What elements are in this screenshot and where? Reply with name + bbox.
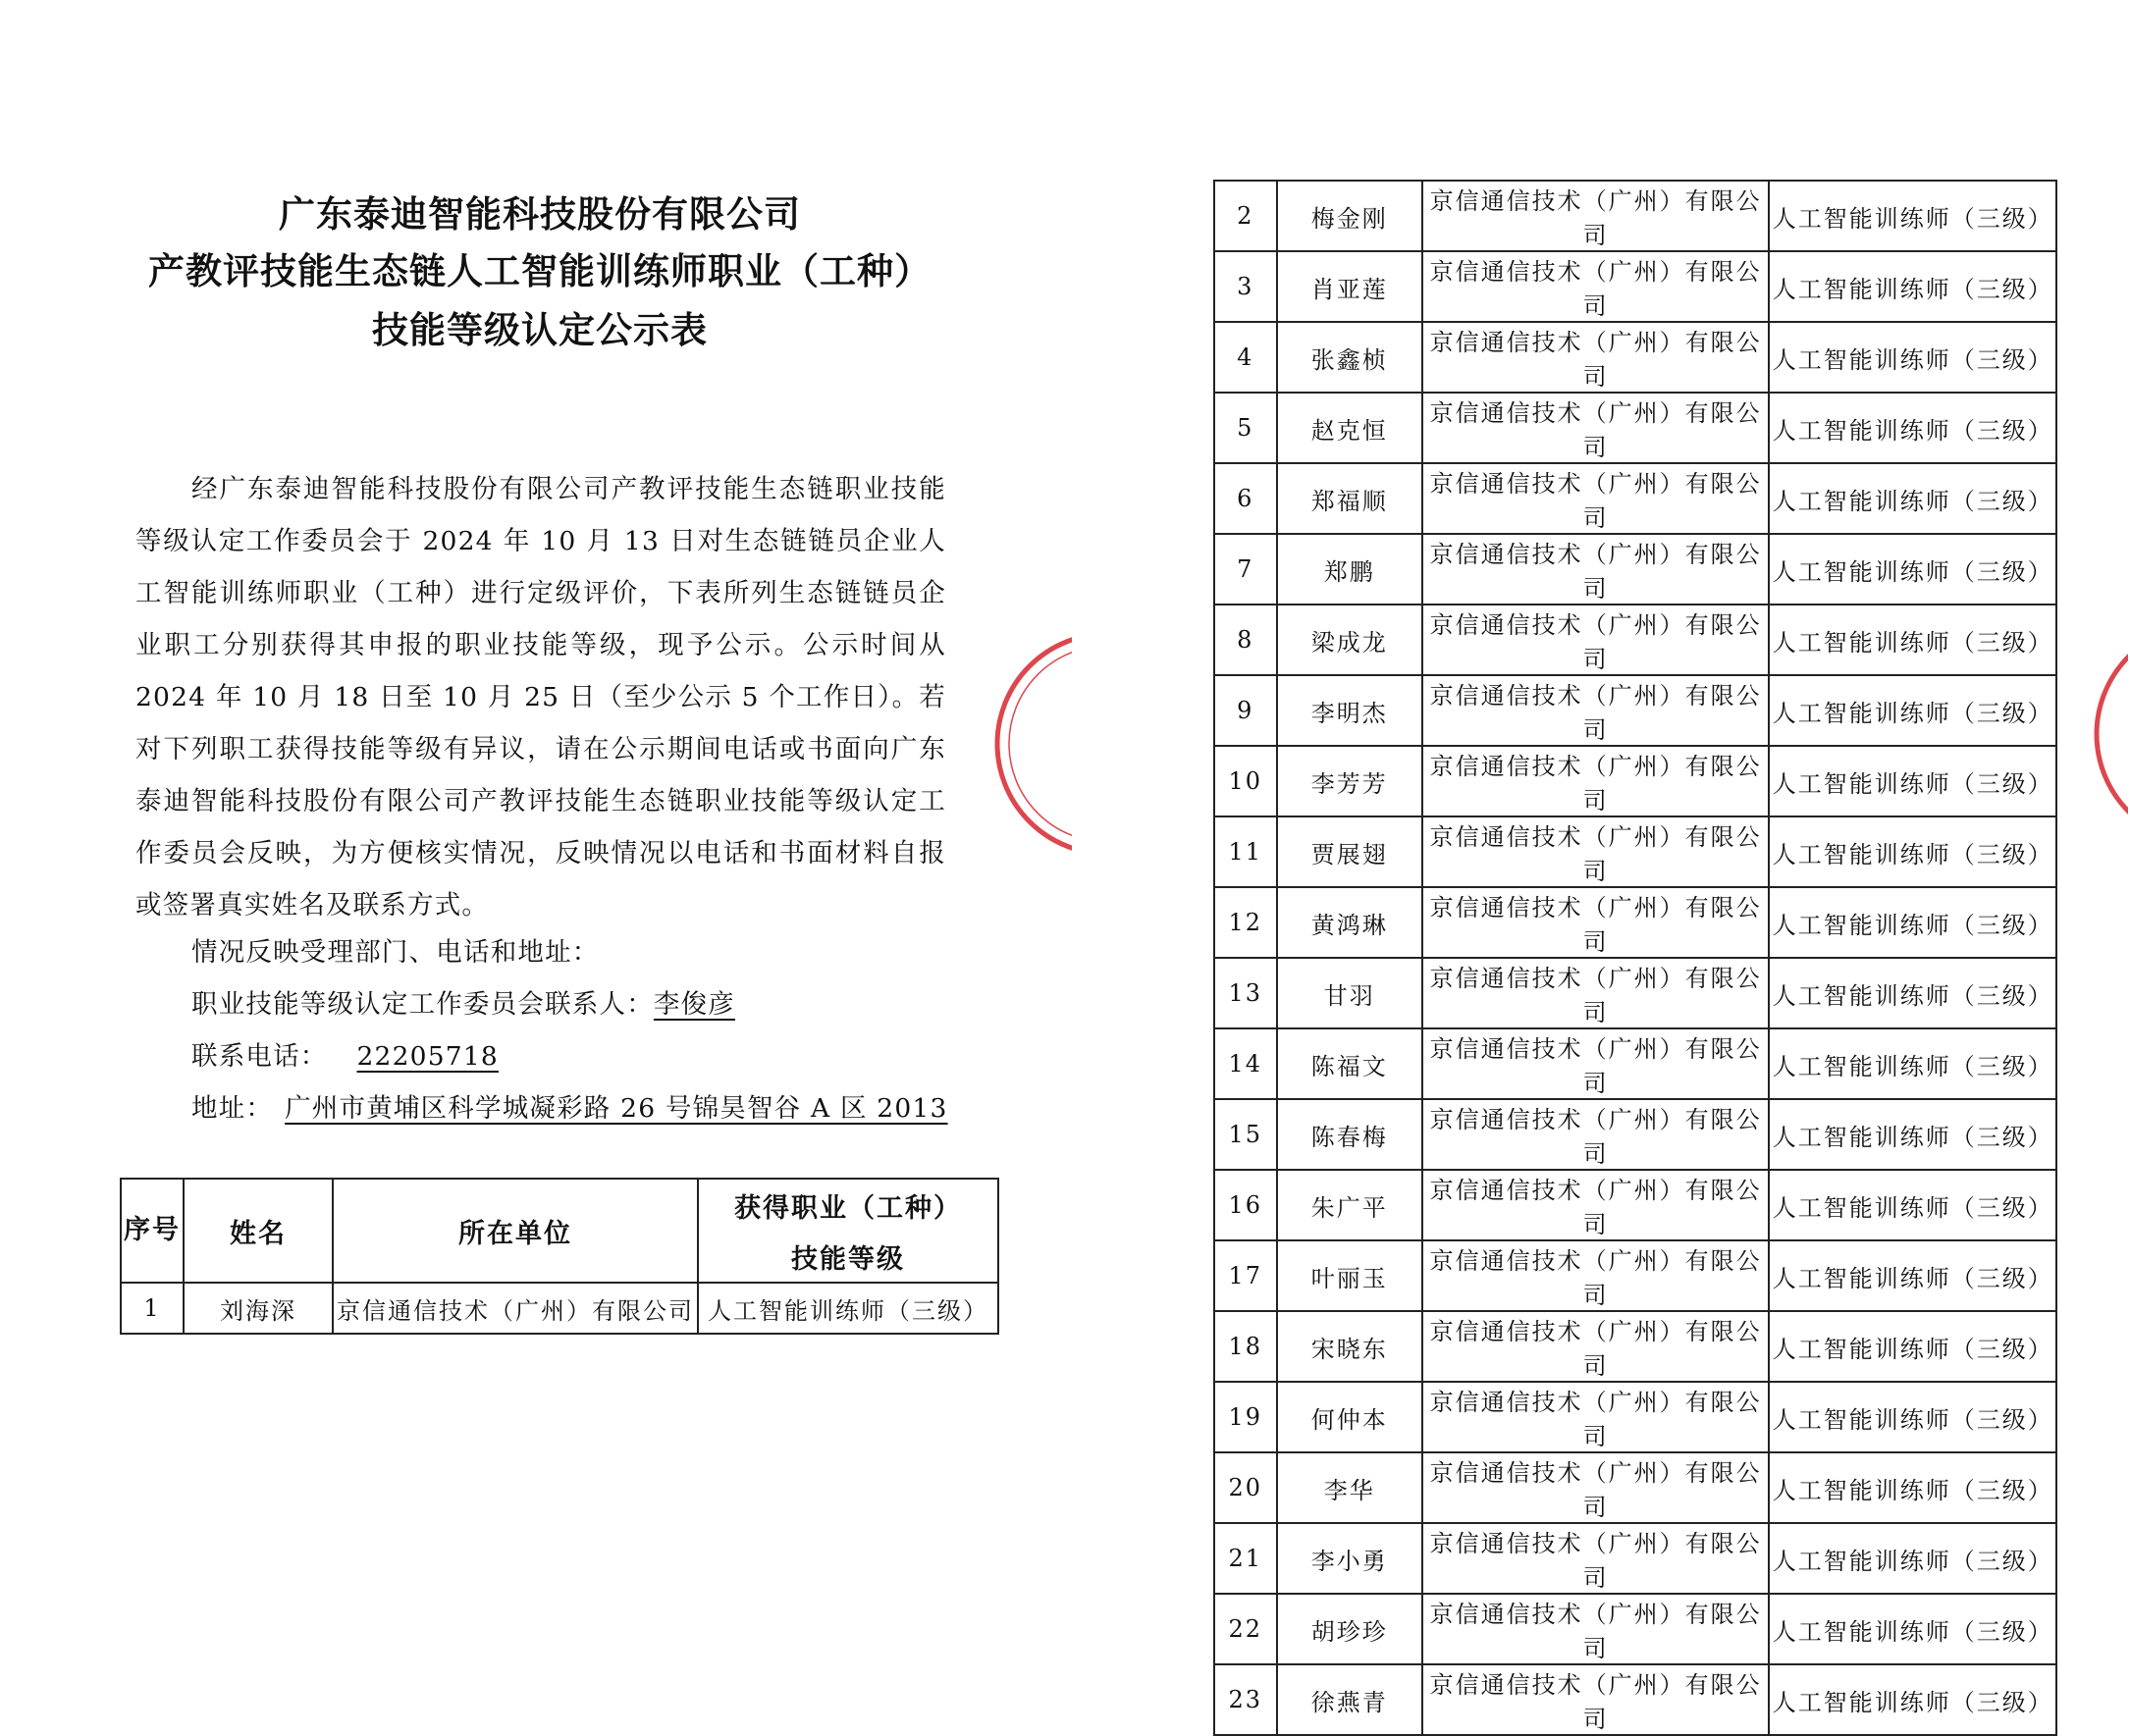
row-no: 5 — [1214, 393, 1277, 463]
row-no: 18 — [1214, 1311, 1277, 1382]
row-name: 黄鸿琳 — [1277, 887, 1422, 958]
row-no: 3 — [1214, 251, 1277, 322]
row-level: 人工智能训练师（三级） — [1769, 251, 2056, 322]
table-row — [1214, 605, 2056, 675]
table-row — [1214, 463, 2056, 534]
table-row — [1214, 181, 2056, 251]
row-no: 8 — [1214, 605, 1277, 675]
title-company: 广东泰迪智能科技股份有限公司 — [279, 193, 801, 236]
row-level: 人工智能训练师（三级） — [1769, 181, 2056, 251]
header-level-2: 技能等级 — [698, 1231, 998, 1283]
table-row — [1214, 534, 2056, 605]
phone-number: 22205718 — [356, 1041, 499, 1072]
table-row — [1214, 1664, 2056, 1735]
row-no: 21 — [1214, 1523, 1277, 1594]
row-unit: 京信通信技术（广州）有限公司 — [1422, 1170, 1770, 1240]
row-level: 人工智能训练师（三级） — [698, 1283, 998, 1334]
row-name: 贾展翅 — [1277, 816, 1422, 887]
row-level: 人工智能训练师（三级） — [1769, 1170, 2056, 1240]
row-unit: 京信通信技术（广州）有限公司 — [1422, 746, 1770, 816]
row-level: 人工智能训练师（三级） — [1769, 1382, 2056, 1452]
row-unit: 京信通信技术（广州）有限公司 — [1422, 534, 1770, 605]
row-name: 梁成龙 — [1277, 605, 1422, 675]
row-no: 9 — [1214, 675, 1277, 746]
phone-line — [191, 1034, 528, 1073]
row-unit: 京信通信技术（广州）有限公司 — [1422, 1382, 1770, 1452]
row-unit: 京信通信技术（广州）有限公司 — [1422, 1452, 1770, 1523]
table-row — [1214, 1311, 2056, 1382]
table-row — [1214, 746, 2056, 816]
row-level: 人工智能训练师（三级） — [1769, 887, 2056, 958]
dept-label: 情况反映受理部门、电话和地址： — [191, 937, 600, 968]
row-no: 11 — [1214, 816, 1277, 887]
row-level: 人工智能训练师（三级） — [1769, 1523, 2056, 1594]
row-level: 人工智能训练师（三级） — [1769, 393, 2056, 463]
result-table-part1 — [120, 1178, 999, 1335]
row-name: 赵克恒 — [1277, 393, 1422, 463]
row-unit: 京信通信技术（广州）有限公司 — [1422, 887, 1770, 958]
row-name: 李小勇 — [1277, 1523, 1422, 1594]
title-doc: 技能等级认定公示表 — [372, 309, 708, 351]
header-unit: 所在单位 — [333, 1179, 698, 1283]
company-seal-stamp — [989, 628, 1072, 860]
address-label: 地址： — [191, 1093, 274, 1124]
row-name: 梅金刚 — [1277, 181, 1422, 251]
row-level: 人工智能训练师（三级） — [1769, 746, 2056, 816]
row-no: 6 — [1214, 463, 1277, 534]
row-name: 甘羽 — [1277, 958, 1422, 1028]
row-unit: 京信通信技术（广州）有限公司 — [333, 1283, 698, 1334]
row-level: 人工智能训练师（三级） — [1769, 1594, 2056, 1664]
table-row — [1214, 1028, 2056, 1099]
row-name: 李芳芳 — [1277, 746, 1422, 816]
row-level: 人工智能训练师（三级） — [1769, 1028, 2056, 1099]
contact-label: 职业技能等级认定工作委员会联系人： — [191, 989, 654, 1020]
row-level: 人工智能训练师（三级） — [1769, 675, 2056, 746]
row-unit: 京信通信技术（广州）有限公司 — [1422, 1311, 1770, 1382]
row-level: 人工智能训练师（三级） — [1769, 322, 2056, 393]
row-level: 人工智能训练师（三级） — [1769, 463, 2056, 534]
row-no: 15 — [1214, 1099, 1277, 1170]
row-unit: 京信通信技术（广州）有限公司 — [1422, 816, 1770, 887]
row-name: 郑鹏 — [1277, 534, 1422, 605]
row-level: 人工智能训练师（三级） — [1769, 816, 2056, 887]
header-name: 姓名 — [184, 1179, 333, 1283]
row-level: 人工智能训练师（三级） — [1769, 1311, 2056, 1382]
table-row — [121, 1283, 998, 1334]
row-name: 陈春梅 — [1277, 1099, 1422, 1170]
row-no: 20 — [1214, 1452, 1277, 1523]
row-unit: 京信通信技术（广州）有限公司 — [1422, 1664, 1770, 1735]
address-value: 广州市黄埔区科学城凝彩路 26 号锦昊智谷 A 区 2013 — [285, 1093, 948, 1124]
table-row — [1214, 1099, 2056, 1170]
row-name: 郑福顺 — [1277, 463, 1422, 534]
row-no: 10 — [1214, 746, 1277, 816]
row-level: 人工智能训练师（三级） — [1769, 1240, 2056, 1311]
row-name: 徐燕青 — [1277, 1664, 1422, 1735]
table-row — [1214, 1382, 2056, 1452]
company-seal-stamp-edge — [2089, 618, 2128, 850]
row-unit: 京信通信技术（广州）有限公司 — [1422, 393, 1770, 463]
row-no: 19 — [1214, 1382, 1277, 1452]
row-unit: 京信通信技术（广州）有限公司 — [1422, 322, 1770, 393]
table-row — [1214, 887, 2056, 958]
row-level: 人工智能训练师（三级） — [1769, 1099, 2056, 1170]
row-level: 人工智能训练师（三级） — [1769, 958, 2056, 1028]
row-unit: 京信通信技术（广州）有限公司 — [1422, 958, 1770, 1028]
row-name: 何仲本 — [1277, 1382, 1422, 1452]
row-unit: 京信通信技术（广州）有限公司 — [1422, 675, 1770, 746]
table-row — [1214, 816, 2056, 887]
row-no: 14 — [1214, 1028, 1277, 1099]
row-name: 胡珍珍 — [1277, 1594, 1422, 1664]
row-name: 张鑫桢 — [1277, 322, 1422, 393]
row-unit: 京信通信技术（广州）有限公司 — [1422, 1523, 1770, 1594]
phone-label: 联系电话： — [191, 1041, 328, 1072]
table-row — [1214, 958, 2056, 1028]
row-no: 23 — [1214, 1664, 1277, 1735]
row-level: 人工智能训练师（三级） — [1769, 1452, 2056, 1523]
row-unit: 京信通信技术（广州）有限公司 — [1422, 1240, 1770, 1311]
row-name: 朱广平 — [1277, 1170, 1422, 1240]
address-line — [191, 1086, 948, 1125]
table-row — [1214, 1170, 2056, 1240]
result-table-part2 — [1213, 180, 2057, 1736]
row-unit: 京信通信技术（广州）有限公司 — [1422, 605, 1770, 675]
header-no: 序号 — [121, 1179, 184, 1283]
row-no: 12 — [1214, 887, 1277, 958]
row-name: 刘海深 — [184, 1283, 333, 1334]
title-subject: 产教评技能生态链人工智能训练师职业（工种） — [148, 250, 932, 292]
row-unit: 京信通信技术（广州）有限公司 — [1422, 1028, 1770, 1099]
row-name: 宋晓东 — [1277, 1311, 1422, 1382]
row-level: 人工智能训练师（三级） — [1769, 1664, 2056, 1735]
table-row — [1214, 675, 2056, 746]
row-no: 13 — [1214, 958, 1277, 1028]
row-no: 4 — [1214, 322, 1277, 393]
notice-paragraph: 经广东泰迪智能科技股份有限公司产教评技能生态链职业技能等级认定工作委员会于 2024 年 10 月 13 日对生态链链员企业人工智能训练师职业（工种）进行定级评价，下表所列生态链链员企业职工分别获得其申报的职业技能等级，现予公示。公示时间从 2024 年 10 月 18 日至 10 月 25 日（至少公示 5 个工作日）。若对下列职工获得技能等级有异议，请在公示期间电话或书面向广东泰迪智能科技股份有限公司产教评技能生态链职业技能等级认定工作委员会反映，为方便核实情况，反映情况以电话和书面材料自报或签署真实姓名及联系方式。 — [135, 474, 946, 921]
row-no: 2 — [1214, 181, 1277, 251]
row-unit: 京信通信技术（广州）有限公司 — [1422, 251, 1770, 322]
table-row — [1214, 393, 2056, 463]
table-row — [1214, 1594, 2056, 1664]
row-no: 22 — [1214, 1594, 1277, 1664]
row-level: 人工智能训练师（三级） — [1769, 534, 2056, 605]
header-level-1: 获得职业（工种） — [698, 1179, 998, 1231]
row-name: 李明杰 — [1277, 675, 1422, 746]
table-row — [1214, 1523, 2056, 1594]
row-unit: 京信通信技术（广州）有限公司 — [1422, 463, 1770, 534]
row-name: 李华 — [1277, 1452, 1422, 1523]
contact-line — [191, 982, 735, 1021]
row-name: 叶丽玉 — [1277, 1240, 1422, 1311]
row-no: 7 — [1214, 534, 1277, 605]
row-name: 陈福文 — [1277, 1028, 1422, 1099]
row-level: 人工智能训练师（三级） — [1769, 605, 2056, 675]
row-name: 肖亚莲 — [1277, 251, 1422, 322]
row-no: 16 — [1214, 1170, 1277, 1240]
table-row — [1214, 1240, 2056, 1311]
row-unit: 京信通信技术（广州）有限公司 — [1422, 1099, 1770, 1170]
row-no: 1 — [121, 1283, 184, 1334]
table-row — [1214, 322, 2056, 393]
row-unit: 京信通信技术（广州）有限公司 — [1422, 1594, 1770, 1664]
row-no: 17 — [1214, 1240, 1277, 1311]
row-unit: 京信通信技术（广州）有限公司 — [1422, 181, 1770, 251]
table-row — [1214, 251, 2056, 322]
table-row — [1214, 1452, 2056, 1523]
contact-name: 李俊彦 — [653, 989, 736, 1020]
